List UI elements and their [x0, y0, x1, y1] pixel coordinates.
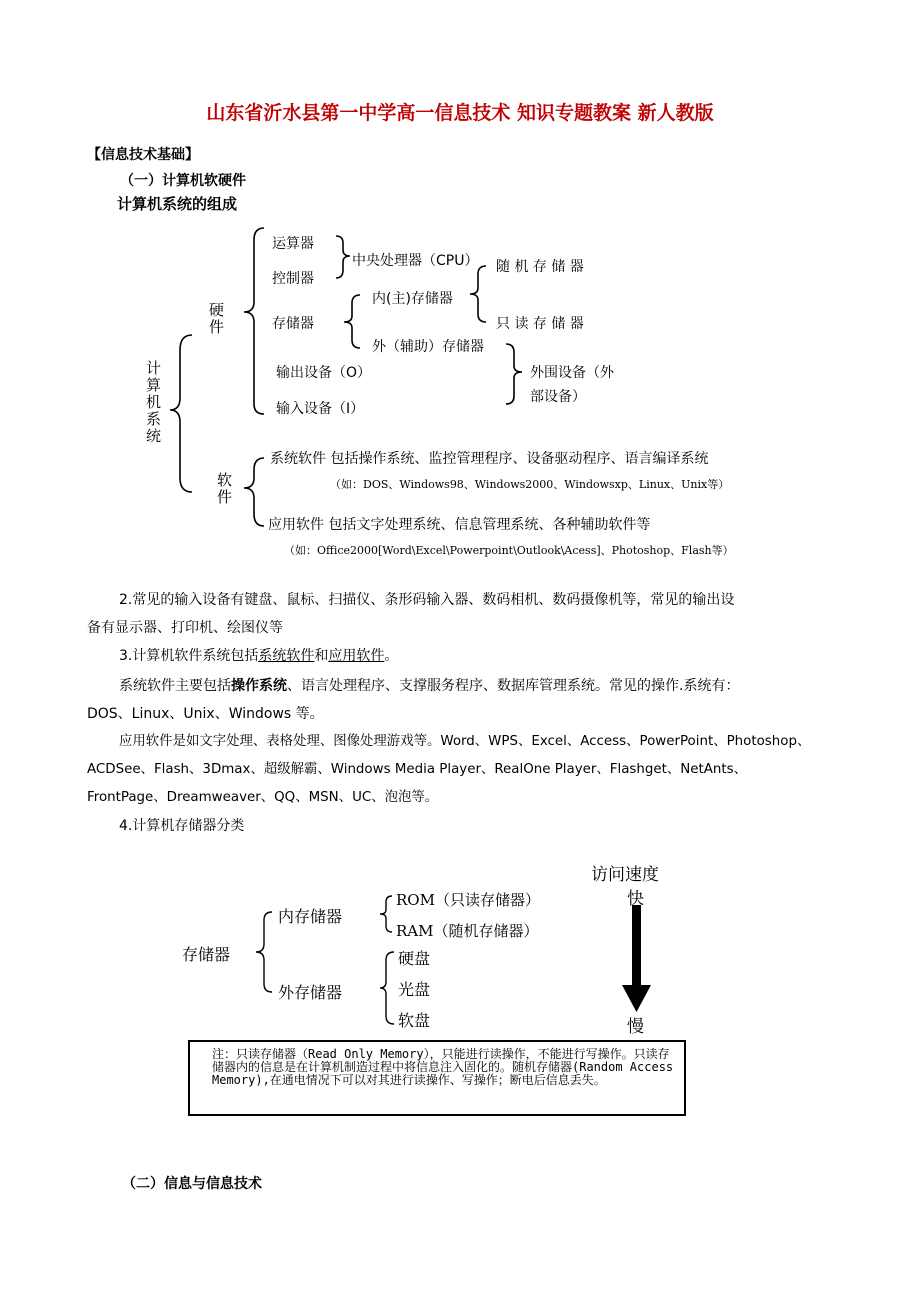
- paragraph-4-rest: 、语言处理程序、支撑服务程序、数据库管理系统。常见的操作.系统有：: [287, 678, 740, 694]
- node-output-device: 输出设备（O）: [276, 365, 372, 381]
- operating-system-term: 操作系统: [231, 678, 287, 694]
- node-computer-system: 计算机系统: [144, 360, 162, 445]
- paragraph-5-line1: 应用软件是如文字处理、表格处理、图像处理游戏等。Word、WPS、Excel、Access、PowerPoint、Photoshop、: [119, 734, 811, 749]
- external-storage-node: 外存储器: [278, 983, 343, 1002]
- paragraph-5-line2: ACDSee、Flash、3Dmax、超级解霸、Windows Media Player、RealOne Player、Flashget、NetAnts、: [87, 762, 748, 777]
- internal-storage-node: 内存储器: [278, 907, 343, 926]
- speed-slow-label: 慢: [627, 1017, 644, 1037]
- speed-arrow-head: [622, 985, 651, 1012]
- node-controller: 控制器: [272, 271, 314, 287]
- paragraph-3-suffix: 。: [384, 648, 399, 664]
- paragraph-3-prefix: 3.计算机软件系统包括: [119, 648, 259, 664]
- paragraph-6: 4.计算机存储器分类: [119, 818, 245, 834]
- node-alu: 运算器: [272, 236, 314, 252]
- subsection-1-heading: （一）计算机软硬件: [120, 173, 246, 189]
- node-storage: 存储器: [272, 316, 314, 332]
- rom-node: ROM（只读存储器）: [396, 891, 540, 909]
- ram-node: RAM（随机存储器）: [396, 922, 539, 940]
- node-input-device: 输入设备（I）: [276, 401, 365, 417]
- access-speed-label: 访问速度: [591, 865, 659, 885]
- paragraph-2-line1: 2.常见的输入设备有键盘、鼠标、扫描仪、条形码输入器、数码相机、数码摄像机等，常见的输出设: [119, 592, 735, 608]
- node-hardware: 硬件: [207, 302, 225, 336]
- node-application-software: 应用软件 包括文字处理系统、信息管理系统、各种辅助软件等: [268, 517, 651, 533]
- node-peripheral-line2: 部设备）: [530, 389, 586, 405]
- paragraph-4-line2: DOS、Linux、Unix、Windows 等。: [87, 706, 324, 722]
- subsection-2-heading: （二）信息与信息技术: [122, 1176, 262, 1192]
- node-cpu: 中央处理器（CPU）: [352, 253, 479, 269]
- system-software-examples: （如：DOS、Windows98、Windows2000、Windowsxp、Linux、Unix等）: [330, 478, 730, 491]
- section-header: 【信息技术基础】: [87, 147, 199, 163]
- node-internal-storage: 内(主)存储器: [372, 291, 453, 307]
- node-ram: 随 机 存 储 器: [496, 259, 584, 275]
- optical-disk-node: 光盘: [398, 980, 431, 999]
- node-external-storage: 外（辅助）存储器: [372, 339, 484, 355]
- node-software: 软件: [215, 472, 233, 506]
- node-rom: 只 读 存 储 器: [496, 316, 584, 332]
- storage-root-brace: [256, 912, 272, 992]
- node-peripheral-line1: 外围设备（外: [530, 365, 614, 381]
- speed-arrow-shaft: [632, 905, 641, 985]
- paragraph-5-line3: FrontPage、Dreamweaver、QQ、MSN、UC、泡泡等。: [87, 790, 439, 805]
- internal-storage-brace: [380, 896, 392, 932]
- system-software-link: 系统软件: [258, 648, 315, 664]
- application-software-link: 应用软件: [328, 648, 385, 664]
- floppy-disk-node: 软盘: [398, 1011, 431, 1030]
- paragraph-2-line2: 备有显示器、打印机、绘图仪等: [87, 620, 283, 636]
- page-title: 山东省沂水县第一中学高一信息技术 知识专题教案 新人教版: [206, 102, 714, 124]
- external-storage-brace: [380, 952, 394, 1024]
- paragraph-3-and: 和: [314, 648, 329, 664]
- diagram-caption: 计算机系统的组成: [117, 195, 238, 213]
- storage-root-node: 存储器: [182, 945, 231, 964]
- memory-note-box: 注：只读存储器（Read Only Memory），只能进行读操作，不能进行写操作。只读存储器内的信息是在计算机制造过程中将信息注入固化的。随机存储器(Random Access Memory),在通电情况下可以对其进行读操作、写操作；断电后信息丢失。: [188, 1040, 686, 1116]
- node-system-software: 系统软件 包括操作系统、监控管理程序、设备驱动程序、语言编译系统: [270, 451, 709, 467]
- hard-disk-node: 硬盘: [398, 949, 431, 968]
- paragraph-4-prefix: 系统软件主要包括: [119, 678, 231, 694]
- speed-fast-label: 快: [627, 889, 644, 909]
- application-software-examples: （如：Office2000[Word\Excel\Powerpoint\Outlook\Acess]、Photoshop、Flash等）: [284, 544, 734, 557]
